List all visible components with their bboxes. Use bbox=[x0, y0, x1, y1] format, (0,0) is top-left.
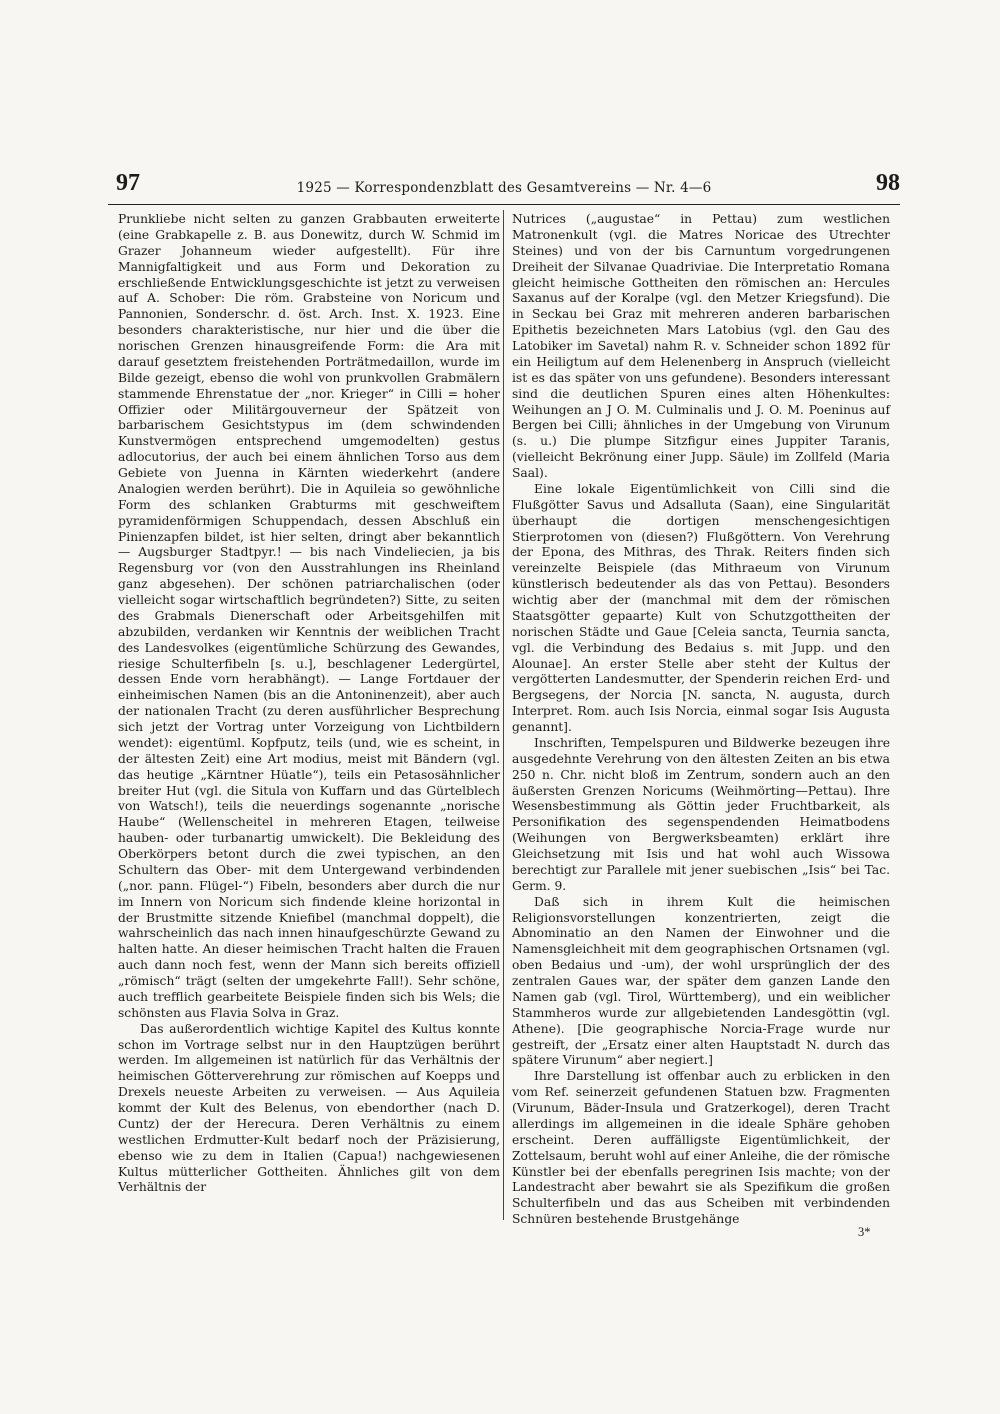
paragraph: Eine lokale Eigentümlichkeit von Cilli sind die Flußgötter Savus und Adsalluta (Saan), eine Singularität überhaupt die dortigen menschengesichtigen Stierprotomen von (diesen?) Flußgöttern. Von Verehrung der Epona, des Mithras, des Thrak. Reiters finden sich vereinzelte Beispiele (das Mithraeum von Virunum künstlerisch bedeutender als das von Pettau). Besonders wichtig aber der (manchmal mit dem der römischen Staatsgötter gepaarte) Kult von Schutzgottheiten der norischen Städte und Gaue [Celeia sancta, Teurnia sancta, vgl. die Verbindung des Bedaius s. mit Jupp. und den Alounae]. An erster Stelle aber steht der Kultus der vergötterten Landesmutter, der Spenderin reichen Erd- und Bergsegens, der Norcia [N. sancta, N. augusta, durch Interpret. Rom. auch Isis Norcia, einmal sogar Isis Augusta genannt]. bbox=[512, 481, 890, 734]
printer-signature: 3* bbox=[858, 1225, 871, 1239]
column-divider bbox=[503, 210, 504, 1220]
right-column bbox=[512, 212, 890, 1228]
page-header bbox=[108, 170, 900, 205]
left-column bbox=[118, 212, 500, 1196]
paragraph: Das außerordentlich wichtige Kapitel des Kultus konnte schon im Vortrage selbst nur in den Hauptzügen berührt werden. Im allgemeinen ist natürlich für das Verhältnis der heimischen Götterverehrung zur römischen auf Koepps und Drexels neueste Arbeiten zu verweisen. — Aus Aquileia kommt der Kult des Belenus, von ebendorther (nach D. Cuntz) der der Herecura. Deren Verhältnis zu einem westlichen Erdmutter-Kult bedarf noch der Präzisierung, ebenso wie zu dem in Italien (Capua!) nachgewiesenen Kultus mütterlicher Gottheiten. Ähnliches gilt von dem Verhältnis der bbox=[118, 1021, 500, 1195]
running-title: 1925 — Korrespondenzblatt des Gesamtvereins — Nr. 4—6 bbox=[296, 180, 712, 196]
page-number-right: 98 bbox=[876, 170, 900, 196]
paragraph: Nutrices („augustae“ in Pettau) zum westlichen Matronenkult (vgl. die Matres Noricae des Utrechter Steines) und von der bis Carnuntum vorgedrungenen Dreiheit der Silvanae Quadriviae. Die Interpretatio Romana gleicht heimische Gottheiten den römischen an: Hercules Saxanus auf der Koralpe (vgl. den Metzer Kriegsfund). Die in Seckau bei Graz mit mehreren anderen barbarischen Epithetis bezeichneten Mars Latobius (vgl. den Gau des Latobiker im Savetal) nahm R. v. Schneider schon 1892 für ein Heiligtum auf dem Helenenberg in Anspruch (vielleicht ist es das später von uns gefundene). Besonders interessant sind die deutlichen Spuren eines alten Höhenkultes: Weihungen an J O. M. Culminalis und J. O. M. Poeninus auf Bergen bei Cilli; ähnliches in der Umgebung von Virunum (s. u.) Die plumpe Sitzfigur eines Juppiter Taranis, (vielleicht Bekrönung einer Jupp. Säule) im Zollfeld (Maria Saal). bbox=[512, 212, 890, 480]
paragraph: Inschriften, Tempelspuren und Bildwerke bezeugen ihre ausgedehnte Verehrung von den ältesten Zeiten an bis etwa 250 n. Chr. nicht bloß im Zentrum, sondern auch an den äußersten Grenzen Noricums (Weihmörting—Pettau). Ihre Wesensbestimmung als Göttin jeder Fruchtbarkeit, als Personifikation des segenspendenden Heimatbodens (Weihungen von Bergwerksbeamten) erklärt ihre Gleichsetzung mit Isis und hat wohl auch Wissowa berechtigt zur Parallele mit jener suebischen „Isis“ bei Tac. Germ. 9. bbox=[512, 735, 890, 893]
paragraph: Prunkliebe nicht selten zu ganzen Grabbauten erweiterte (eine Grabkapelle z. B. aus Donewitz, durch W. Schmid im Grazer Johanneum wieder aufgestellt). Für ihre Mannigfaltigkeit und aus Form und Dekoration zu erschließende Entwicklungsgeschichte ist jetzt zu verweisen auf A. Schober: Die röm. Grabsteine von Noricum und Pannonien, Sonderschr. d. öst. Arch. Inst. X. 1923. Eine besonders charakteristische, nur hier und die über die norischen Grenzen hinausgreifende Form: die Ara mit darauf gesetztem freistehenden Porträtmedaillon, wurde im Bilde gezeigt, ebenso die wohl von prunkvollen Grabmälern stammende Ehrenstatue der „nor. Krieger“ in Cilli = hoher Offizier oder Militärgouverneur der Spätzeit von barbarischem Gesichtstypus im (dem schwindenden Kunstvermögen entsprechend umgemodelten) gestus adlocutorius, der auch bei einem ähnlichen Torso aus dem Gebiete von Juenna in Kärnten wiederkehrt (andere Analogien werden berührt). Die in Aquileia so gewöhnliche Form des schlanken Grabturms mit geschweiftem pyramidenförmigen Schuppendach, dessen Abschluß ein Pinienzapfen bildet, ist hier selten, dringt aber bekanntlich — Augsburger Stadtpyr.! — bis nach Vindeliecien, ja bis Regensburg vor (von den Ausstrahlungen ins Rheinland ganz abgesehen). Der schönen patriarchalischen (oder vielleicht sogar wirtschaftlich begründeten?) Sitte, zu seiten des Grabmals Dienerschaft oder Arbeitsgehilfen mit abzubilden, verdanken wir Kenntnis der weiblichen Tracht des Landesvolkes (eigentümliche Schürzung des Gewandes, riesige Schulterfibeln [s. u.], beschlagener Ledergürtel, dessen Ende vorn herabhängt). — Lange Fortdauer der einheimischen Namen (bis an die Antoninenzeit), aber auch der nationalen Tracht (zu deren ausführlicher Besprechung sich jetzt der Vortrag unter Vorzeigung von Lichtbildern wendet): eigentüml. Kopfputz, teils (und, wie es scheint, in der ältesten Zeit) eine Art modius, meist mit Bändern (vgl. das heutige „Kärntner Hüatle“), teils ein Petasosähnlicher breiter Hut (vgl. die Situla von Kuffarn und das Gürtelblech von Watsch!), teils die neuerdings sogenannte „norische Haube“ (Wellenscheitel in mehreren Etagen, teilweise hauben- oder turbanartig umwickelt). Die Bekleidung des Oberkörpers betont durch die zwei typischen, an den Schultern das Ober- mit dem Untergewand verbindenden („nor. pann. Flügel-“) Fibeln, besonders aber durch die nur im Innern von Noricum sich findende kleine horizontal in der Brustmitte sitzende Kniefibel (manchmal doppelt), die wahrscheinlich das nach innen hinaufgeschürzte Gewand zu halten hatte. An dieser heimischen Tracht halten die Frauen auch dann noch fest, wenn der Mann sich bereits offiziell „römisch“ trägt (selten der umgekehrte Fall!). Sehr schöne, auch trefflich gearbeitete Beispiele finden sich bis Wels; die schönsten aus Flavia Solva in Graz. bbox=[118, 212, 500, 1020]
paragraph: Daß sich in ihrem Kult die heimischen Religionsvorstellungen konzentrierten, zeigt die Abnominatio an den Namen der Einwohner und die Namensgleichheit mit dem geographischen Ortsnamen (vgl. oben Bedaius und -um), der wohl ursprünglich der des zentralen Gaues war, der später dem ganzen Lande den Namen gab (vgl. Tirol, Württemberg), und ein weiblicher Stammheros wurde zur allgebietenden Landesgöttin (vgl. Athene). [Die geographische Norcia-Frage wurde nur gestreift, der „Ersatz einer alten Hauptstadt N. durch das spätere Virunum“ aber negiert.] bbox=[512, 894, 890, 1068]
page-number-left: 97 bbox=[116, 170, 140, 196]
paragraph: Ihre Darstellung ist offenbar auch zu erblicken in den vom Ref. seinerzeit gefundenen Statuen bzw. Fragmenten (Virunum, Bäder-Insula und Gratzerkogel), deren Tracht allerdings im allgemeinen in die ideale Sphäre gehoben erscheint. Deren auffälligste Eigentümlichkeit, der Zottelsaum, beruht wohl auf einer Anleihe, die der römische Künstler bei der ebenfalls peregrinen Isis machte; von der Landestracht aber bewahrt sie als Spezifikum die großen Schulterfibeln und das aus Scheiben mit verbindenden Schnüren bestehende Brustgehänge bbox=[512, 1069, 890, 1227]
